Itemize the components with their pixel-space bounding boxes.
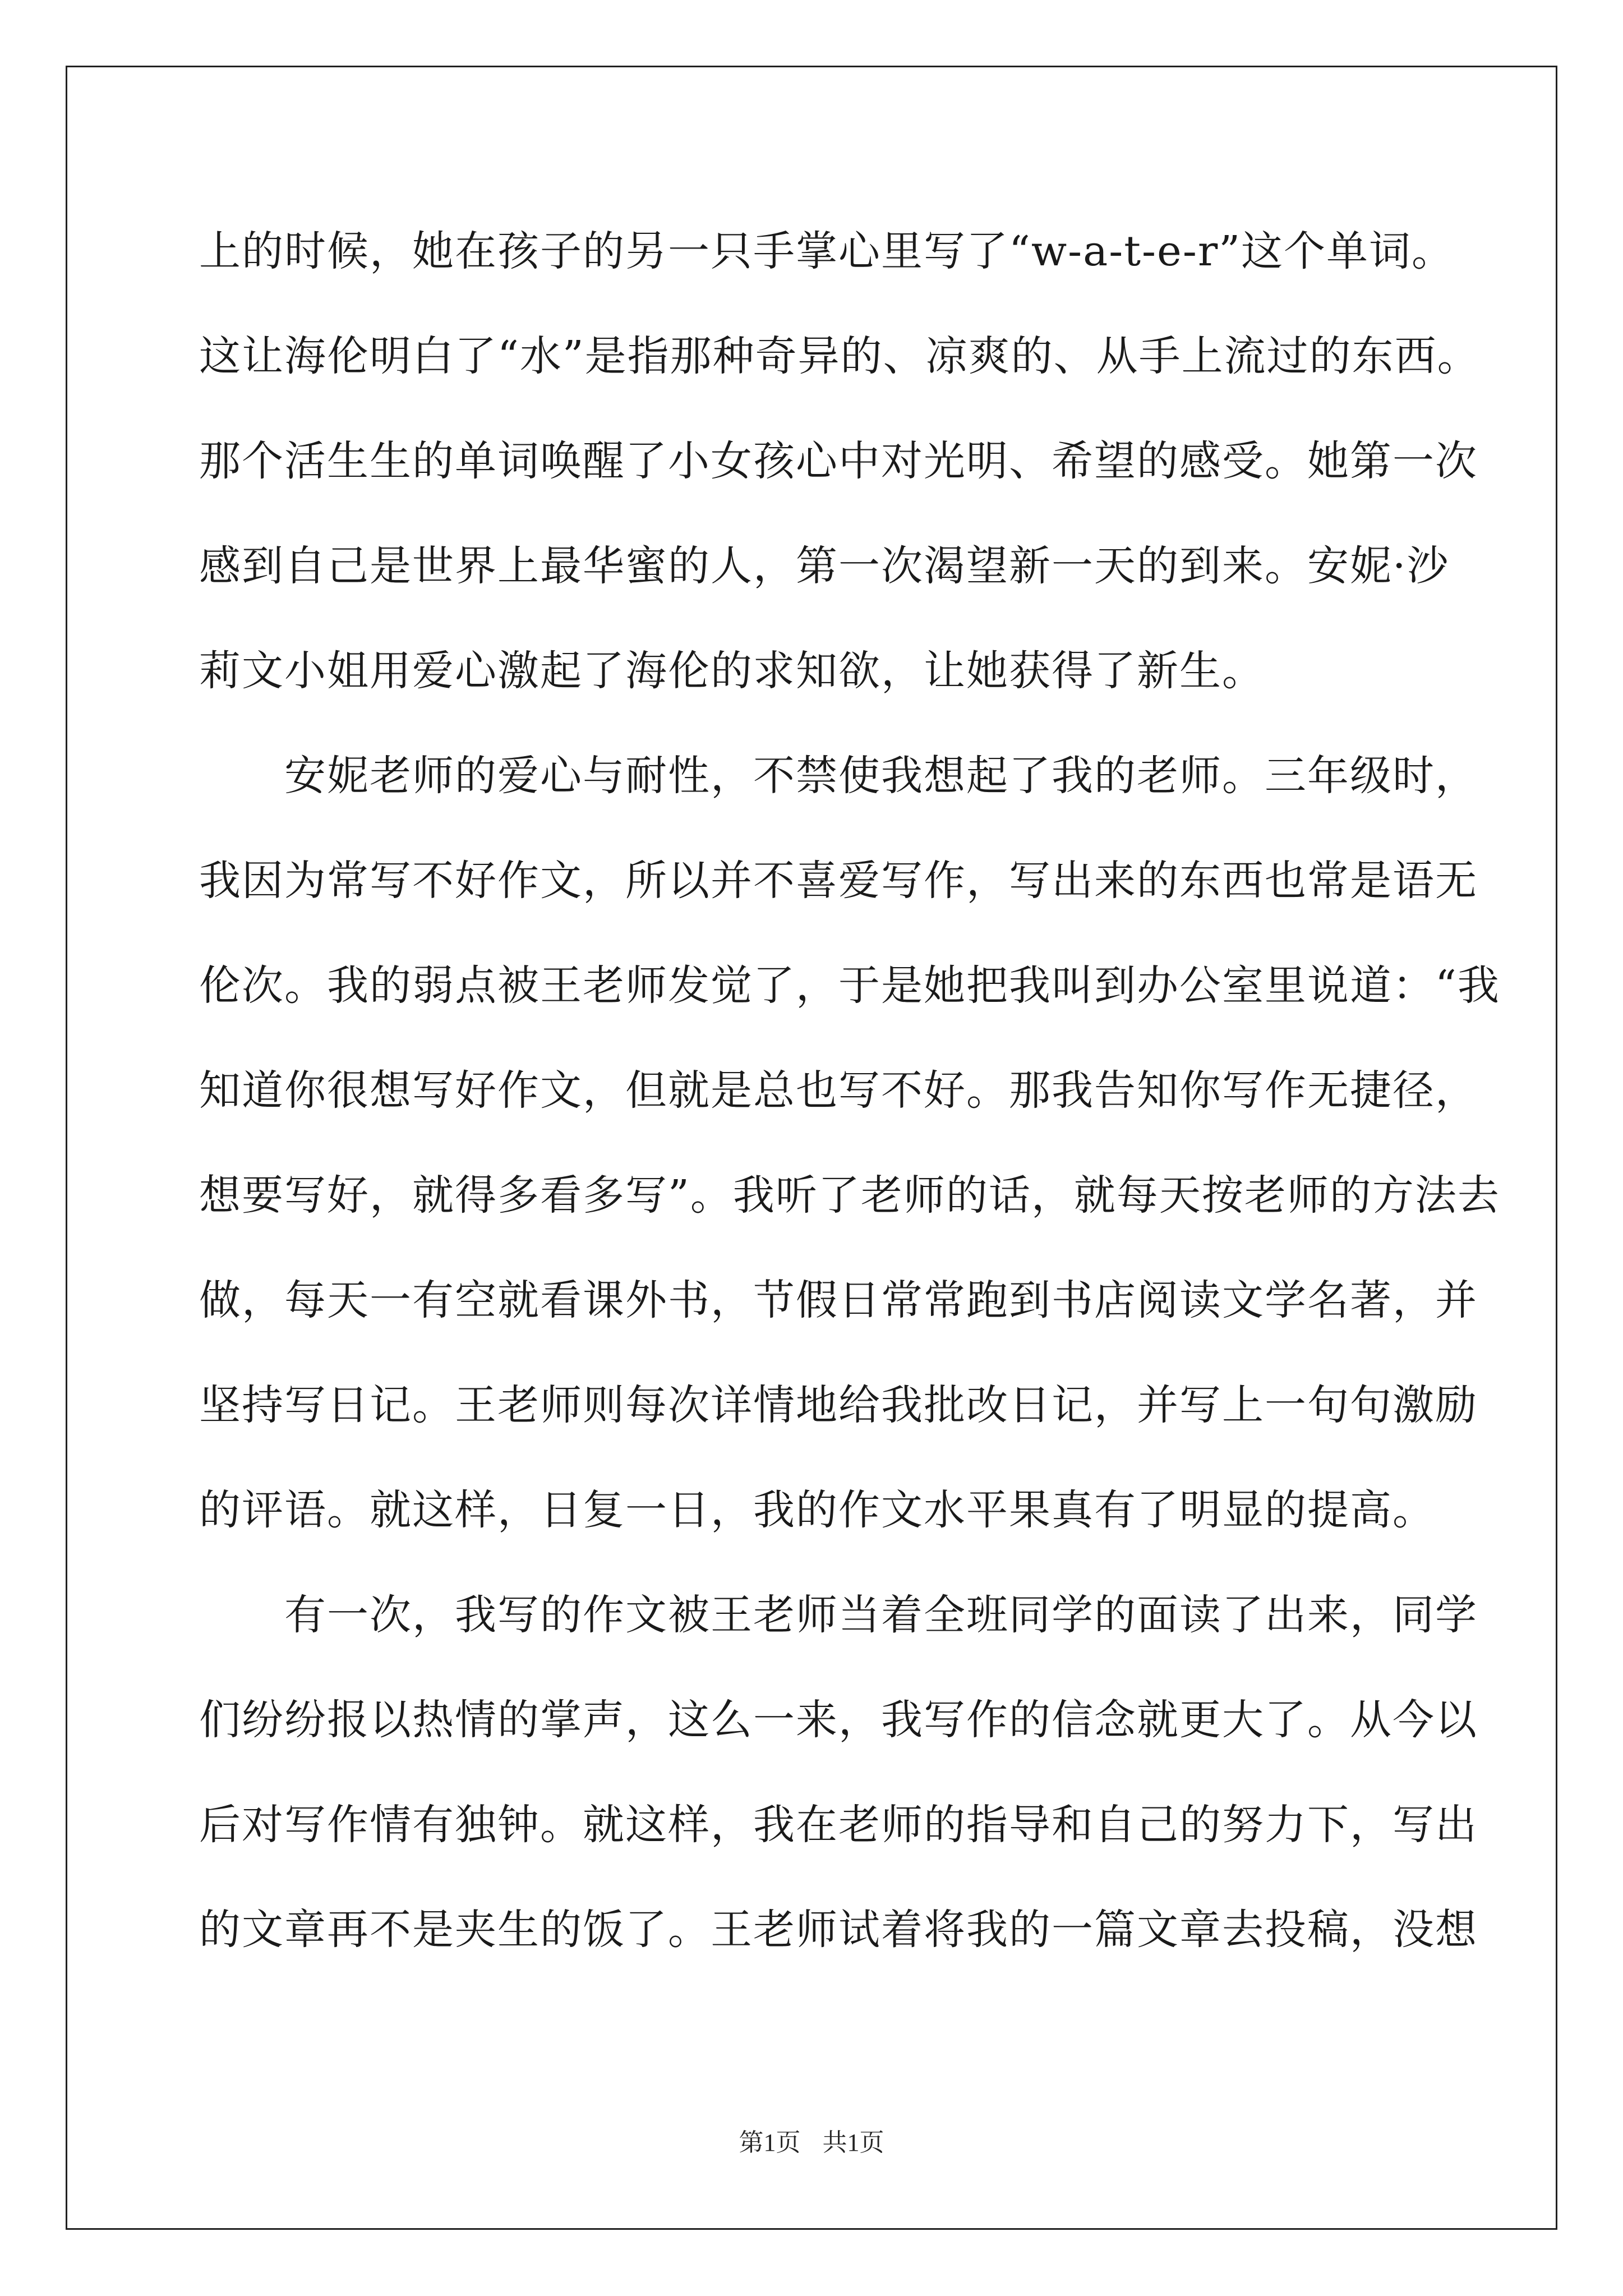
- text-line: 安妮老师的爱心与耐性，不禁使我想起了我的老师。三年级时，: [199, 752, 1478, 800]
- text-line: 伦次。我的弱点被王老师发觉了，于是她把我叫到办公室里说道：“我: [199, 961, 1500, 1010]
- text-line: 坚持写日记。王老师则每次详情地给我批改日记，并写上一句句激励: [199, 1381, 1478, 1429]
- text-line: 有一次，我写的作文被王老师当着全班同学的面读了出来，同学: [199, 1591, 1478, 1639]
- text-line: 的文章再不是夹生的饭了。王老师试着将我的一篇文章去投稿，没想: [199, 1906, 1478, 1954]
- text-line: 那个活生生的单词唤醒了小女孩心中对光明、希望的感受。她第一次: [199, 437, 1478, 485]
- text-line: 上的时候，她在孩子的另一只手掌心里写了“w-a-t-e-r”这个单词。: [199, 227, 1455, 275]
- text-line: 们纷纷报以热情的掌声，这么一来，我写作的信念就更大了。从今以: [199, 1696, 1478, 1744]
- text-line: 想要写好，就得多看多写”。我听了老师的话，就每天按老师的方法去: [199, 1171, 1500, 1220]
- text-line: 的评语。就这样，日复一日，我的作文水平果真有了明显的提高。: [199, 1486, 1435, 1534]
- text-line: 我因为常写不好作文，所以并不喜爱写作，写出来的东西也常是语无: [199, 857, 1478, 905]
- text-line: 感到自己是世界上最华蜜的人，第一次渴望新一天的到来。安妮·沙: [199, 542, 1450, 590]
- page-total: 共1页: [822, 2129, 884, 2156]
- page-footer: [0, 2126, 1623, 2160]
- text-line: 做，每天一有空就看课外书，节假日常常跑到书店阅读文学名著，并: [199, 1276, 1478, 1324]
- text-line: 知道你很想写好作文，但就是总也写不好。那我告知你写作无捷径，: [199, 1066, 1478, 1115]
- text-line: 莉文小姐用爱心激起了海伦的求知欲，让她获得了新生。: [199, 647, 1265, 695]
- page-number: 第1页: [739, 2129, 801, 2156]
- text-line: 后对写作情有独钟。就这样，我在老师的指导和自己的努力下，写出: [199, 1801, 1478, 1849]
- text-line: 这让海伦明白了“水”是指那种奇异的、凉爽的、从手上流过的东西。: [199, 332, 1480, 380]
- document-body: [199, 199, 1500, 1982]
